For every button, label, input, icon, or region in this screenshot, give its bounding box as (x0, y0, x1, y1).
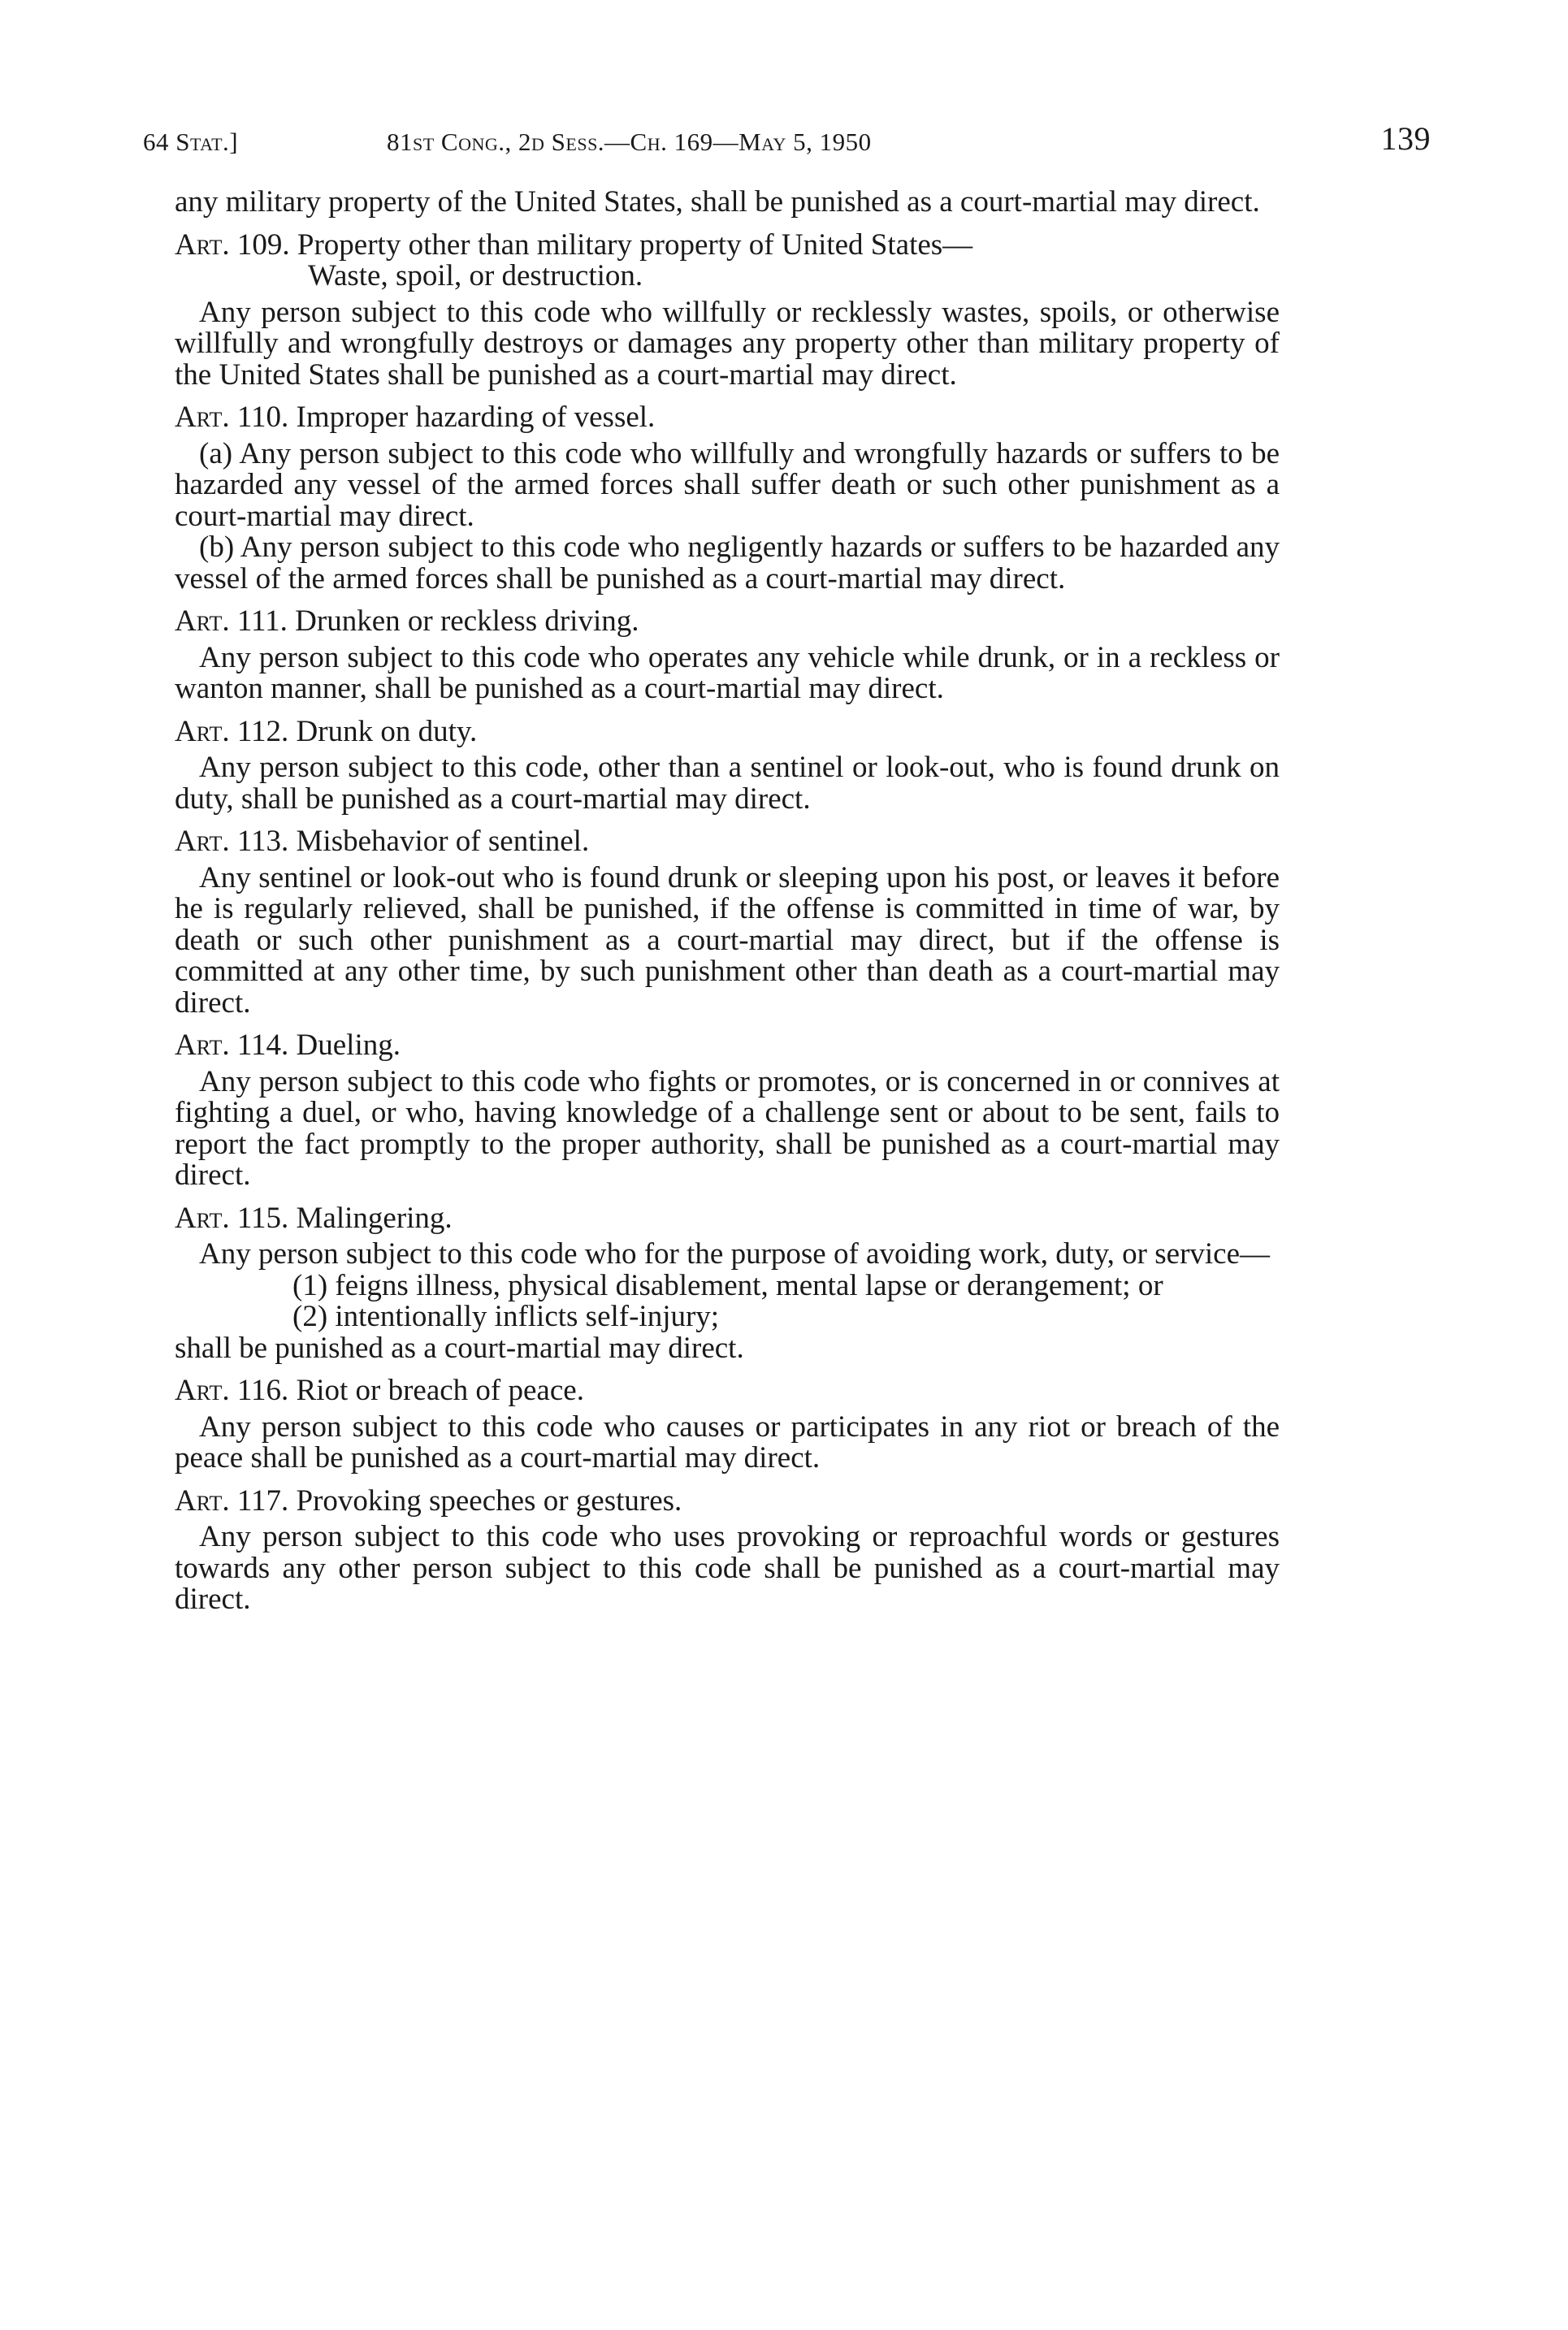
list-item: (2) intentionally inflicts self-injury; (292, 1300, 720, 1333)
article-paragraph: Any person subject to this code who uses provoking or reproachful words or gestures towards any other person subject to this code shall be punished as a court-martial may direct. (175, 1520, 1280, 1616)
article-title: Provoking speeches or gestures. (296, 1483, 682, 1518)
article-heading-117 (175, 1483, 1280, 1518)
article-paragraph: Any person subject to this code who fights or promotes, or is concerned in or connives at fighting a duel, or who, having knowledge of a challenge sent or about to be sent, fails to report the fact promptly to the proper authority, shall be punished as a court-martial may direct. (175, 1064, 1280, 1192)
article-label: Art. (175, 825, 230, 858)
article-paragraph: Any person subject to this code who operates any vehicle while drunk, or in a reckless or wanton manner, shall be punished as a court-martial may direct. (175, 640, 1280, 705)
article-title: Dueling. (296, 1029, 401, 1062)
continuation-paragraph: any military property of the United States, shall be punished as a court-martial may direct. (175, 185, 1260, 219)
article-label: Art. (175, 604, 230, 638)
session-citation: 81st Cong., 2d Sess.—Ch. 169—May 5, 1950 (387, 128, 872, 156)
article-label: Art. (175, 1201, 230, 1235)
article-heading-109 (175, 227, 1280, 292)
article-label: Art. (175, 1029, 230, 1062)
article-label: Art. (175, 1374, 230, 1407)
article-number: 113. (236, 825, 289, 858)
article-paragraph: Any sentinel or look-out who is found drunk or sleeping upon his post, or leaves it before he is regularly relieved, shall be punished, if the offense is committed in time of war, by death or such other punishment as a court-martial may direct, but if the offense is committed at any other time, by such punishment other than death as a court-martial may direct. (175, 860, 1280, 1020)
closing-clause: shall be punished as a court-martial may direct. (175, 1331, 744, 1365)
article-paragraph: Any person subject to this code, other than a sentinel or look-out, who is found drunk on duty, shall be punished as a court-martial may direct. (175, 751, 1280, 816)
article-label: Art. (175, 227, 230, 262)
article-heading-111 (175, 606, 1280, 638)
article-number: 112. (236, 714, 289, 748)
running-header (143, 119, 1431, 160)
article-paragraph: Any person subject to this code who causes or participates in any riot or breach of the peace shall be punished as a court-martial may direct. (175, 1410, 1280, 1475)
article-heading-110 (175, 402, 1280, 434)
article-title: Drunk on duty. (296, 714, 478, 748)
list-item: (1) feigns illness, physical disablement, mental lapse or derangement; or (292, 1268, 1163, 1302)
article-label: Art. (175, 714, 230, 748)
article-number: 114. (236, 1029, 289, 1062)
page-body (175, 187, 1280, 1616)
article-heading-116 (175, 1375, 1280, 1407)
article-paragraph: Any person subject to this code who willfully or recklessly wastes, spoils, or otherwise willfully and wrongfully destroys or damages any property other than military property of the United States shall be punished as a court-martial may direct. (175, 295, 1280, 392)
article-title: Malingering. (296, 1201, 453, 1235)
article-number: 116. (236, 1374, 289, 1407)
article-title: Improper hazarding of vessel. (296, 401, 656, 434)
article-number: 109. (236, 227, 290, 262)
article-number: 110. (236, 401, 289, 434)
article-heading-114 (175, 1030, 1280, 1062)
article-label: Art. (175, 1483, 230, 1518)
article-title: Misbehavior of sentinel. (296, 825, 590, 858)
article-number: 117. (236, 1483, 289, 1518)
article-number: 111. (236, 604, 288, 638)
article-paragraph: (b) Any person subject to this code who negligently hazards or suffers to be hazarded any vessel of the armed forces shall be punished as a court-martial may direct. (175, 531, 1280, 595)
article-heading-112 (175, 714, 1280, 748)
article-paragraph: (a) Any person subject to this code who willfully and wrongfully hazards or suffers to be hazarded any vessel of the armed forces shall suffer death or such other punishment as a court-martial may direct. (175, 436, 1280, 533)
article-number: 115. (236, 1201, 289, 1235)
volume-citation: 64 Stat.] (143, 128, 239, 156)
article-title: Riot or breach of peace. (296, 1374, 584, 1407)
article-heading-115 (175, 1203, 1280, 1235)
article-label: Art. (175, 401, 230, 434)
article-heading-113 (175, 826, 1280, 858)
article-title-continuation: Waste, spoil, or destruction. (308, 259, 643, 292)
article-title: Drunken or reckless driving. (295, 604, 639, 638)
article-title: Property other than military property of United States— (297, 227, 973, 262)
article-paragraph: Any person subject to this code who for the purpose of avoiding work, duty, or service— (199, 1237, 1271, 1271)
page-number: 139 (1380, 120, 1431, 157)
